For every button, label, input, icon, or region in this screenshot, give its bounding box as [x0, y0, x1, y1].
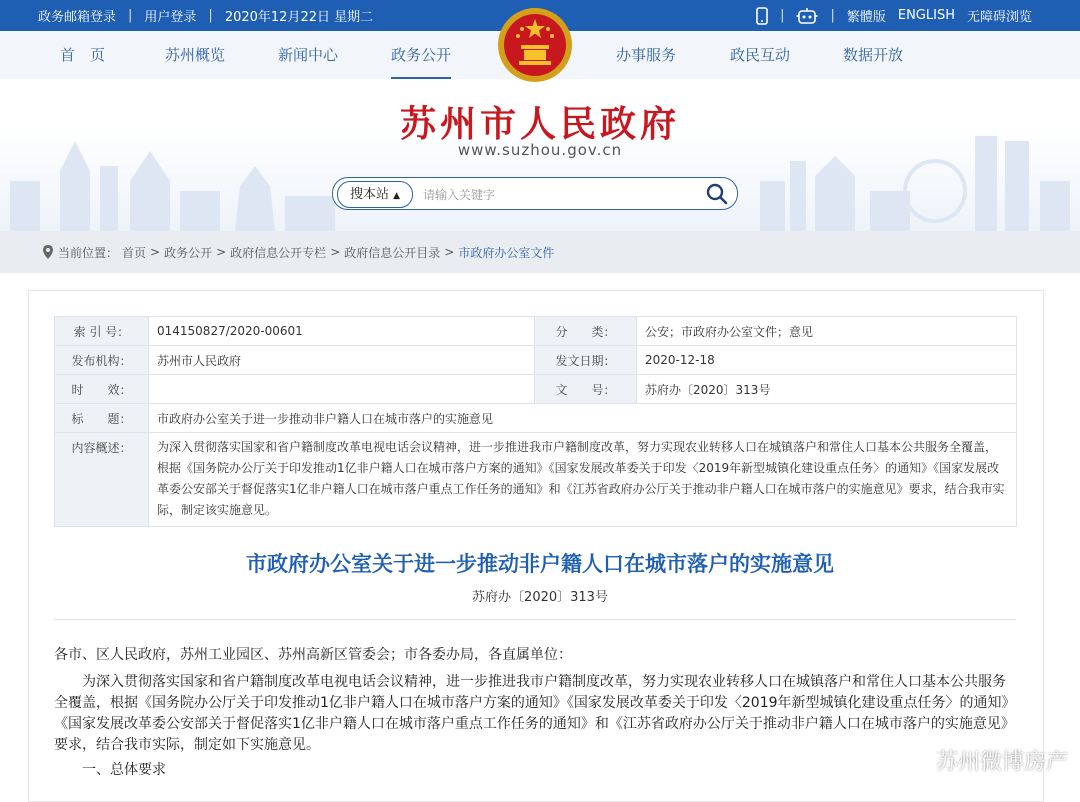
breadcrumb-separator: >: [216, 245, 227, 259]
title-value: 市政府办公室关于进一步推动非户籍人口在城市落户的实施意见: [149, 404, 1017, 433]
traditional-chinese-link[interactable]: 繁體版: [846, 10, 886, 25]
search-scope-label: 搜本站: [349, 187, 389, 202]
weibo-watermark: [898, 744, 1068, 776]
nav-interaction[interactable]: 政民互动: [730, 46, 791, 64]
category-label: 分 类：: [535, 317, 637, 346]
breadcrumb-current[interactable]: 市政府办公室文件: [458, 245, 555, 260]
document-number: 苏府办〔2020〕313号: [472, 590, 608, 605]
separator: |: [128, 8, 133, 23]
category-value: 公安；市政府办公室文件；意见: [637, 317, 1017, 346]
validity-value: [149, 375, 535, 404]
breadcrumb: [0, 231, 1080, 273]
date-value: 2020-12-18: [637, 346, 1017, 375]
search-icon[interactable]: [705, 182, 729, 206]
date-label: 发文日期：: [535, 346, 637, 375]
paragraph: 为深入贯彻落实国家和省户籍制度改革电视电话会议精神，进一步推进我市户籍制度改革，努力实现农业转移人口在城镇落户和常住人口基本公共服务全覆盖，根据《国务院办公厅关于印发推动1亿非户籍人口在城市落户方案的通知》《国家发展改革委关于印发〈2019年新型城镇化建设重点任务〉的通知》《国家发展改革委公安部关于督促落实1亿非户籍人口在城市落户重点工作任务的通知》和《江苏省政府办公厅关于推动非户籍人口在城市落户的实施意见》要求，结合我市实际，制定如下实施意见。: [54, 674, 1016, 753]
user-login-link[interactable]: 用户登录: [144, 10, 197, 25]
table-row: [55, 433, 1017, 527]
nav-home[interactable]: 首 页: [60, 46, 106, 64]
english-link[interactable]: ENGLISH: [897, 8, 955, 23]
table-row: [55, 375, 1017, 404]
breadcrumb-separator: >: [150, 245, 161, 259]
gov-mail-login-link[interactable]: 政务邮箱登录: [38, 10, 117, 25]
location-pin-icon: [42, 244, 54, 260]
search-box: [332, 177, 738, 210]
national-emblem-icon: [495, 5, 575, 85]
breadcrumb-prefix: 当前位置：: [58, 245, 119, 260]
site-url: www.suzhou.gov.cn: [457, 141, 623, 159]
breadcrumb-separator: >: [444, 245, 455, 259]
breadcrumb-home[interactable]: 首页: [122, 245, 147, 260]
breadcrumb-info-catalog[interactable]: 政府信息公开目录: [344, 245, 441, 260]
breadcrumb-gov-affairs[interactable]: 政务公开: [164, 245, 213, 260]
watermark-text: 苏州微博房产: [935, 749, 1068, 775]
validity-label: 时 效：: [55, 375, 149, 404]
separator: |: [780, 8, 785, 23]
separator: |: [830, 8, 835, 23]
nav-services[interactable]: 办事服务: [616, 46, 677, 64]
caret-up-icon: ▲: [393, 191, 401, 201]
docno-label: 文 号：: [535, 375, 637, 404]
document-body: [54, 645, 1016, 781]
search-input[interactable]: [421, 184, 695, 205]
title-label: 标 题：: [55, 404, 149, 433]
breadcrumb-separator: >: [330, 245, 341, 259]
weibo-icon: [898, 746, 932, 774]
section-heading: 一、总体要求: [82, 762, 166, 778]
site-title: 苏州市人民政府: [399, 103, 680, 145]
divider: [54, 619, 1016, 620]
summary-value: 为深入贯彻落实国家和省户籍制度改革电视电话会议精神，进一步推进我市户籍制度改革，努力实现农业转移人口在城镇落户和常住人口基本公共服务全覆盖，根据《国务院办公厅关于印发推动1亿非户籍人口在城市落户方案的通知》《国家发展改革委关于印发〈2019年新型城镇化建设重点任务〉的通知》《国家发展改革委公安部关于督促落实1亿非户籍人口在城市落户重点工作任务的通知》和《江苏省政府办公厅关于推动非户籍人口在城市落户的实施意见》要求，结合我市实际，制定该实施意见。: [149, 433, 1017, 527]
search-scope-select[interactable]: [337, 181, 413, 208]
document-meta-table: [54, 316, 1017, 527]
nav-open-data[interactable]: 数据开放: [843, 46, 904, 64]
separator: |: [208, 8, 213, 23]
breadcrumb-info-column[interactable]: 政府信息公开专栏: [230, 245, 327, 260]
robot-assistant-icon[interactable]: [796, 7, 818, 25]
docno-value: 苏府办〔2020〕313号: [637, 375, 1017, 404]
index-value: 014150827/2020-00601: [149, 317, 535, 346]
summary-label: 内容概述：: [55, 433, 149, 527]
table-row: [55, 404, 1017, 433]
current-date: 2020年12月22日 星期二: [224, 10, 374, 25]
table-row: [55, 346, 1017, 375]
mobile-icon[interactable]: [756, 7, 768, 25]
issuer-label: 发布机构：: [55, 346, 149, 375]
nav-gov-affairs[interactable]: 政务公开: [391, 31, 451, 79]
accessibility-link[interactable]: 无障碍浏览: [966, 10, 1032, 25]
nav-overview[interactable]: 苏州概览: [165, 46, 226, 64]
issuer-value: 苏州市人民政府: [149, 346, 535, 375]
table-row: [55, 317, 1017, 346]
document-title: 市政府办公室关于进一步推动非户籍人口在城市落户的实施意见: [246, 552, 834, 576]
nav-news[interactable]: 新闻中心: [278, 46, 339, 64]
index-label: 索 引 号：: [55, 317, 149, 346]
salutation: 各市、区人民政府，苏州工业园区、苏州高新区管委会；市各委办局，各直属单位：: [54, 647, 572, 663]
